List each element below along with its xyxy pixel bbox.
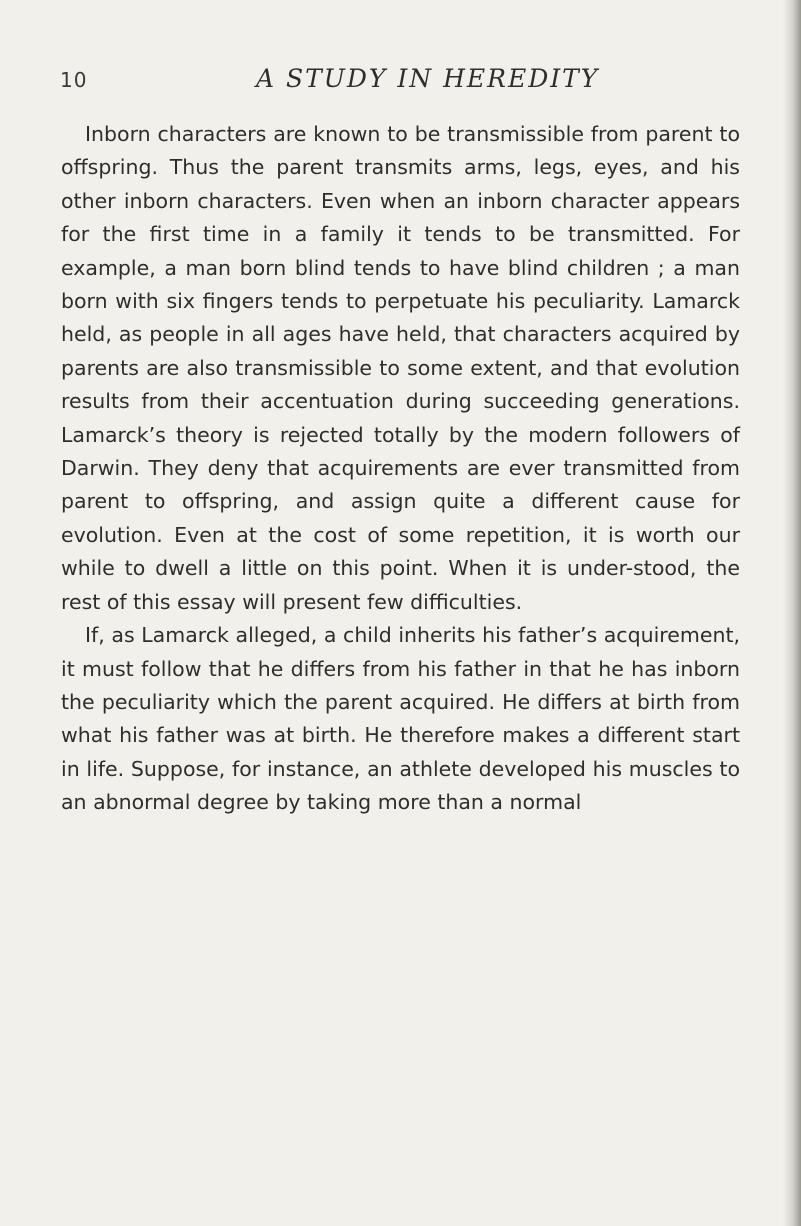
page-number: 10 — [60, 68, 88, 92]
page-edge-shadow — [783, 0, 801, 1226]
paragraph: Inborn characters are known to be transmissible from parent to offspring. Thus the parent transmits arms, legs, eyes, and his other inborn characters. Even when an inborn character appears for the first time in a family it tends to be transmitted. For example, a man born blind tends to have blind children ; a man born with six fingers tends to perpetuate his peculiarity. Lamarck held, as people in all ages have held, that characters acquired by parents are also transmissible to some extent, and that evolution results from their accentuation during succeeding generations. Lamarck’s theory is rejected totally by the modern followers of Darwin. They deny that acquirements are ever transmitted from parent to offspring, and assign quite a different cause for evolution. Even at the cost of some repetition, it is worth our while to dwell a little on this point. When it is under-stood, the rest of this essay will present few difficulties. — [61, 122, 740, 614]
page-header — [60, 64, 750, 100]
body-text — [61, 118, 740, 820]
paragraph: If, as Lamarck alleged, a child inherits his father’s acquirement, it must follow that he differs from his father in that he has inborn the peculiarity which the parent acquired. He differs at birth from what his father was at birth. He therefore makes a different start in life. Suppose, for instance, an athlete developed his muscles to an abnormal degree by taking more than a normal — [61, 623, 740, 815]
running-title: A STUDY IN HEREDITY — [256, 64, 600, 93]
